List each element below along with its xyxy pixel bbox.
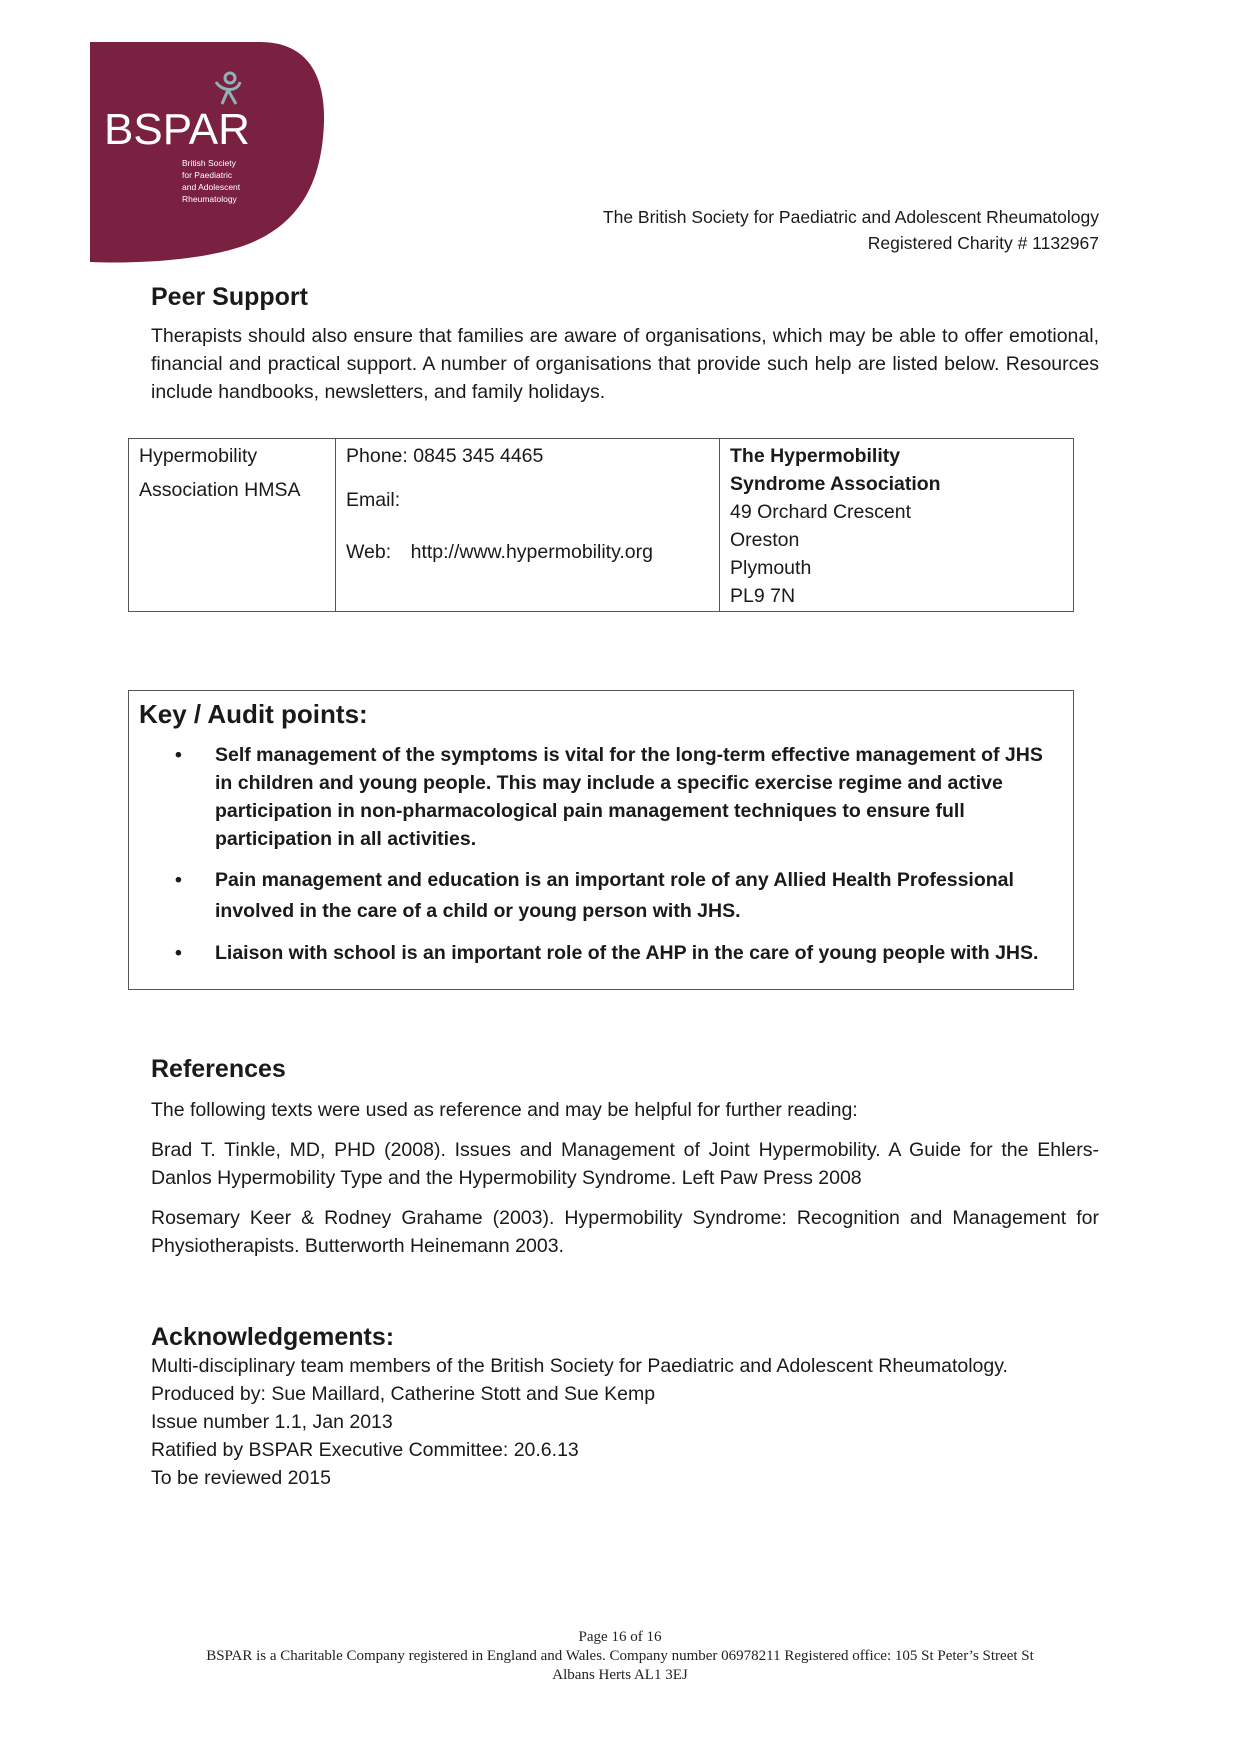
address-bold-2: Syndrome Association: [730, 473, 941, 495]
ack-line: Multi-disciplinary team members of the British Society for Paediatric and Adolescent Rheumatology.: [151, 1355, 1008, 1377]
audit-points-box: [128, 690, 1074, 990]
table-row: [129, 439, 1074, 612]
reference-item: Brad T. Tinkle, MD, PHD (2008). Issues and Management of Joint Hypermobility. A Guide for the Ehlers-Danlos Hypermobility Type and the Hypermobility Syndrome. Left Paw Press 2008: [151, 1139, 1099, 1189]
org-name: The British Society for Paediatric and Adolescent Rheumatology: [602, 207, 1099, 227]
company-info-line2: Albans Herts AL1 3EJ: [552, 1667, 688, 1683]
audit-point-text: Self management of the symptoms is vital for the long-term effective management of JHS in children and young people. This may include a specific exercise regime and active participation in non-pharmacological pain management techniques to ensure full participation in all activities.: [215, 744, 1043, 850]
contact-table: [128, 438, 1074, 612]
company-info-line1: BSPAR is a Charitable Company registered in England and Wales. Company number 06978211 Registered office: 105 St Peter’s Street St: [206, 1648, 1034, 1664]
list-item: [129, 939, 1073, 967]
ack-line: Produced by: Sue Maillard, Catherine Stott and Sue Kemp: [151, 1383, 656, 1405]
logo-subtext-4: Rheumatology: [182, 194, 237, 204]
audit-heading: Key / Audit points:: [139, 699, 368, 729]
references-intro: The following texts were used as reference and may be helpful for further reading:: [151, 1099, 858, 1121]
phone-text: Phone: 0845 345 4465: [346, 445, 544, 467]
audit-list: [129, 741, 1073, 979]
web-label: Web:: [346, 541, 392, 563]
peer-support-heading: Peer Support: [151, 283, 308, 311]
logo-subtext-3: and Adolescent: [182, 182, 241, 192]
address-line: Plymouth: [730, 557, 812, 579]
ack-line: Ratified by BSPAR Executive Committee: 20.6.13: [151, 1439, 579, 1461]
acknowledgements-section: [151, 1322, 1099, 1492]
address-line: Oreston: [730, 529, 800, 551]
contact-cell: [336, 439, 720, 612]
email-text: Email:: [346, 489, 401, 511]
audit-point-text: Liaison with school is an important role of the AHP in the care of young people with JHS.: [215, 942, 1039, 964]
page-number: Page 16 of 16: [578, 1629, 662, 1645]
logo-subtext-2: for Paediatric: [182, 170, 233, 180]
acknowledgements-lines: [151, 1352, 1099, 1492]
logo-graphic: [90, 42, 330, 264]
peer-support-paragraph: Therapists should also ensure that families are aware of organisations, which may be able to offer emotional, financial and practical support. A number of organisations that provide such help are listed below. Resources include handbooks, newsletters, and family holidays.: [151, 325, 1099, 403]
bspar-logo: [90, 42, 330, 264]
page-footer: [140, 1628, 1100, 1685]
header-organisation: [603, 204, 1099, 256]
peer-support-section: [151, 282, 1099, 406]
org-cell: [129, 439, 336, 612]
reference-item: Rosemary Keer & Rodney Grahame (2003). Hypermobility Syndrome: Recognition and Management for Physiotherapists. Butterworth Heinemann 2003.: [151, 1207, 1099, 1257]
address-line: 49 Orchard Crescent: [730, 501, 911, 523]
references-section: [151, 1054, 1099, 1260]
references-heading: References: [151, 1055, 286, 1083]
charity-number: Registered Charity # 1132967: [867, 233, 1099, 253]
address-cell: [720, 439, 1074, 612]
bullet-icon: •: [175, 869, 182, 891]
web-line: [346, 538, 709, 566]
org-name-line1: Hypermobility: [139, 445, 258, 467]
address-line: PL9 7N: [730, 585, 796, 607]
list-item: [129, 741, 1073, 853]
acknowledgements-heading: Acknowledgements:: [151, 1323, 395, 1351]
address-bold-1: The Hypermobility: [730, 445, 901, 467]
org-name-line2: Association HMSA: [139, 479, 301, 501]
ack-line: Issue number 1.1, Jan 2013: [151, 1411, 393, 1433]
audit-point-text: Pain management and education is an important role of any Allied Health Professional involved in the care of a child or young person with JHS.: [215, 869, 1014, 922]
bullet-icon: •: [175, 942, 182, 964]
bullet-icon: •: [175, 744, 182, 766]
logo-subtext-1: British Society: [182, 158, 236, 168]
list-item: [129, 865, 1073, 927]
logo-wordmark: BSPAR: [104, 105, 250, 154]
web-link[interactable]: http://www.hypermobility.org: [410, 541, 653, 563]
ack-line: To be reviewed 2015: [151, 1467, 331, 1489]
